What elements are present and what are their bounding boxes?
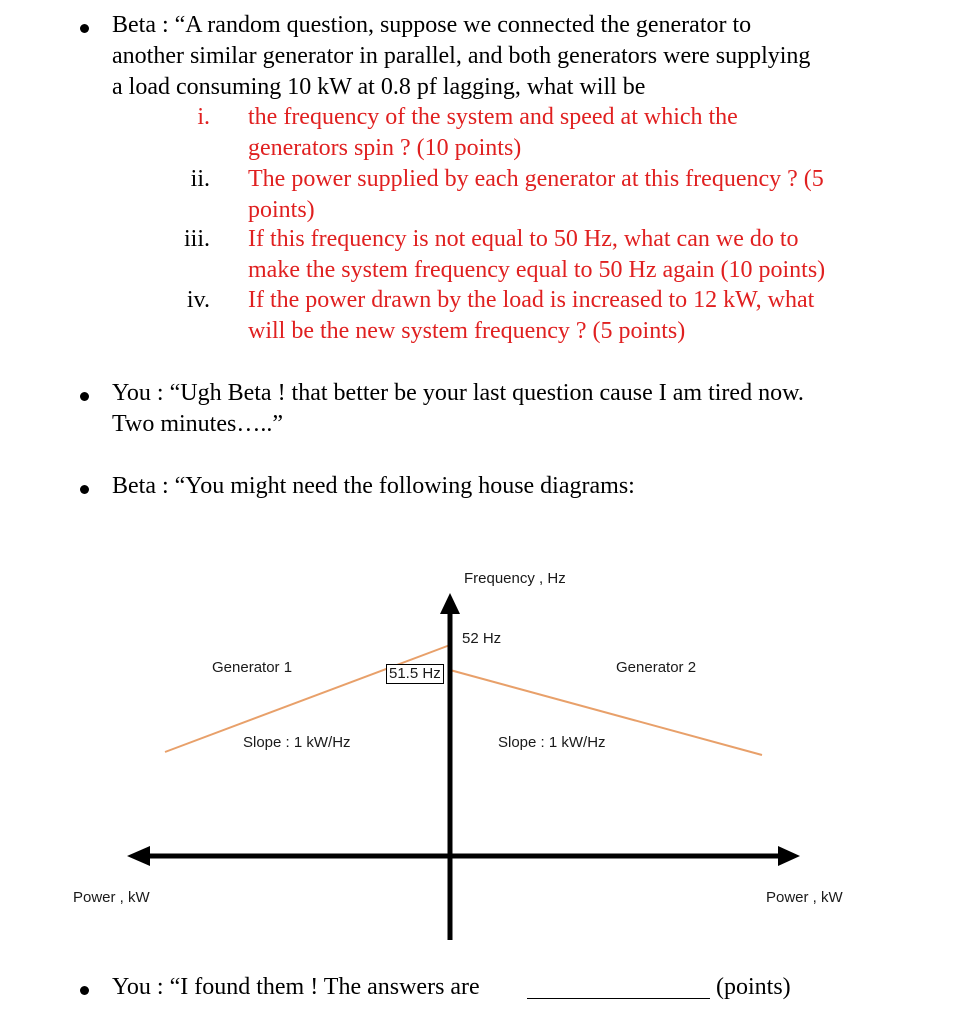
answer-blank-line[interactable]: [527, 998, 710, 999]
you-reply-line-2: Two minutes…..”: [112, 411, 283, 437]
sub-question-numeral: iii.: [183, 226, 210, 252]
sub-question-numeral: iv.: [186, 287, 210, 313]
power-axis-left-arrow: [127, 846, 150, 866]
gen1-noload-frequency-label: 51.5 Hz: [386, 664, 444, 684]
sub-question-iii-line-1: If this frequency is not equal to 50 Hz, what can we do to: [248, 226, 799, 252]
sub-question-numeral: i.: [197, 104, 210, 130]
generator-2-droop-line: [450, 670, 762, 755]
generator-2-label: Generator 2: [616, 659, 697, 676]
frequency-axis-label: Frequency , Hz: [464, 570, 566, 587]
sub-question-numeral: ii.: [190, 166, 210, 192]
sub-question-iv-line-2: will be the new system frequency ? (5 points): [248, 318, 686, 344]
gen2-noload-frequency-label: 52 Hz: [462, 630, 502, 647]
sub-question-i-line-1: the frequency of the system and speed at which the: [248, 104, 738, 130]
sub-question-iii-line-2: make the system frequency equal to 50 Hz again (10 points): [248, 257, 826, 283]
sub-question-ii-line-2: points): [248, 197, 315, 223]
question-intro-line-2: another similar generator in parallel, and both generators were supplying: [112, 43, 811, 69]
bullet-final-answer: [80, 986, 89, 995]
final-answer-prefix: You : “I found them ! The answers are: [112, 974, 480, 1000]
sub-question-iv-line-1: If the power drawn by the load is increased to 12 kW, what: [248, 287, 815, 313]
you-reply-line-1: You : “Ugh Beta ! that better be your last question cause I am tired now.: [112, 380, 804, 406]
generator-2-slope-label: Slope : 1 kW/Hz: [498, 734, 606, 751]
power-axis-label-right: Power , kW: [766, 889, 843, 906]
sub-question-ii-line-1: The power supplied by each generator at this frequency ? (5: [248, 166, 824, 192]
power-axis-label-left: Power , kW: [73, 889, 150, 906]
sub-question-i-line-2: generators spin ? (10 points): [248, 135, 522, 161]
frequency-axis-arrow: [440, 593, 460, 614]
beta-diagrams-line: Beta : “You might need the following house diagrams:: [112, 473, 635, 499]
question-intro-line-3: a load consuming 10 kW at 0.8 pf lagging, what will be: [112, 74, 646, 100]
power-axis-right-arrow: [778, 846, 800, 866]
generator-1-label: Generator 1: [212, 659, 293, 676]
question-intro-line-1: Beta : “A random question, suppose we connected the generator to: [112, 12, 752, 38]
generator-1-slope-label: Slope : 1 kW/Hz: [243, 734, 351, 751]
final-answer-suffix: (points): [716, 974, 791, 1000]
